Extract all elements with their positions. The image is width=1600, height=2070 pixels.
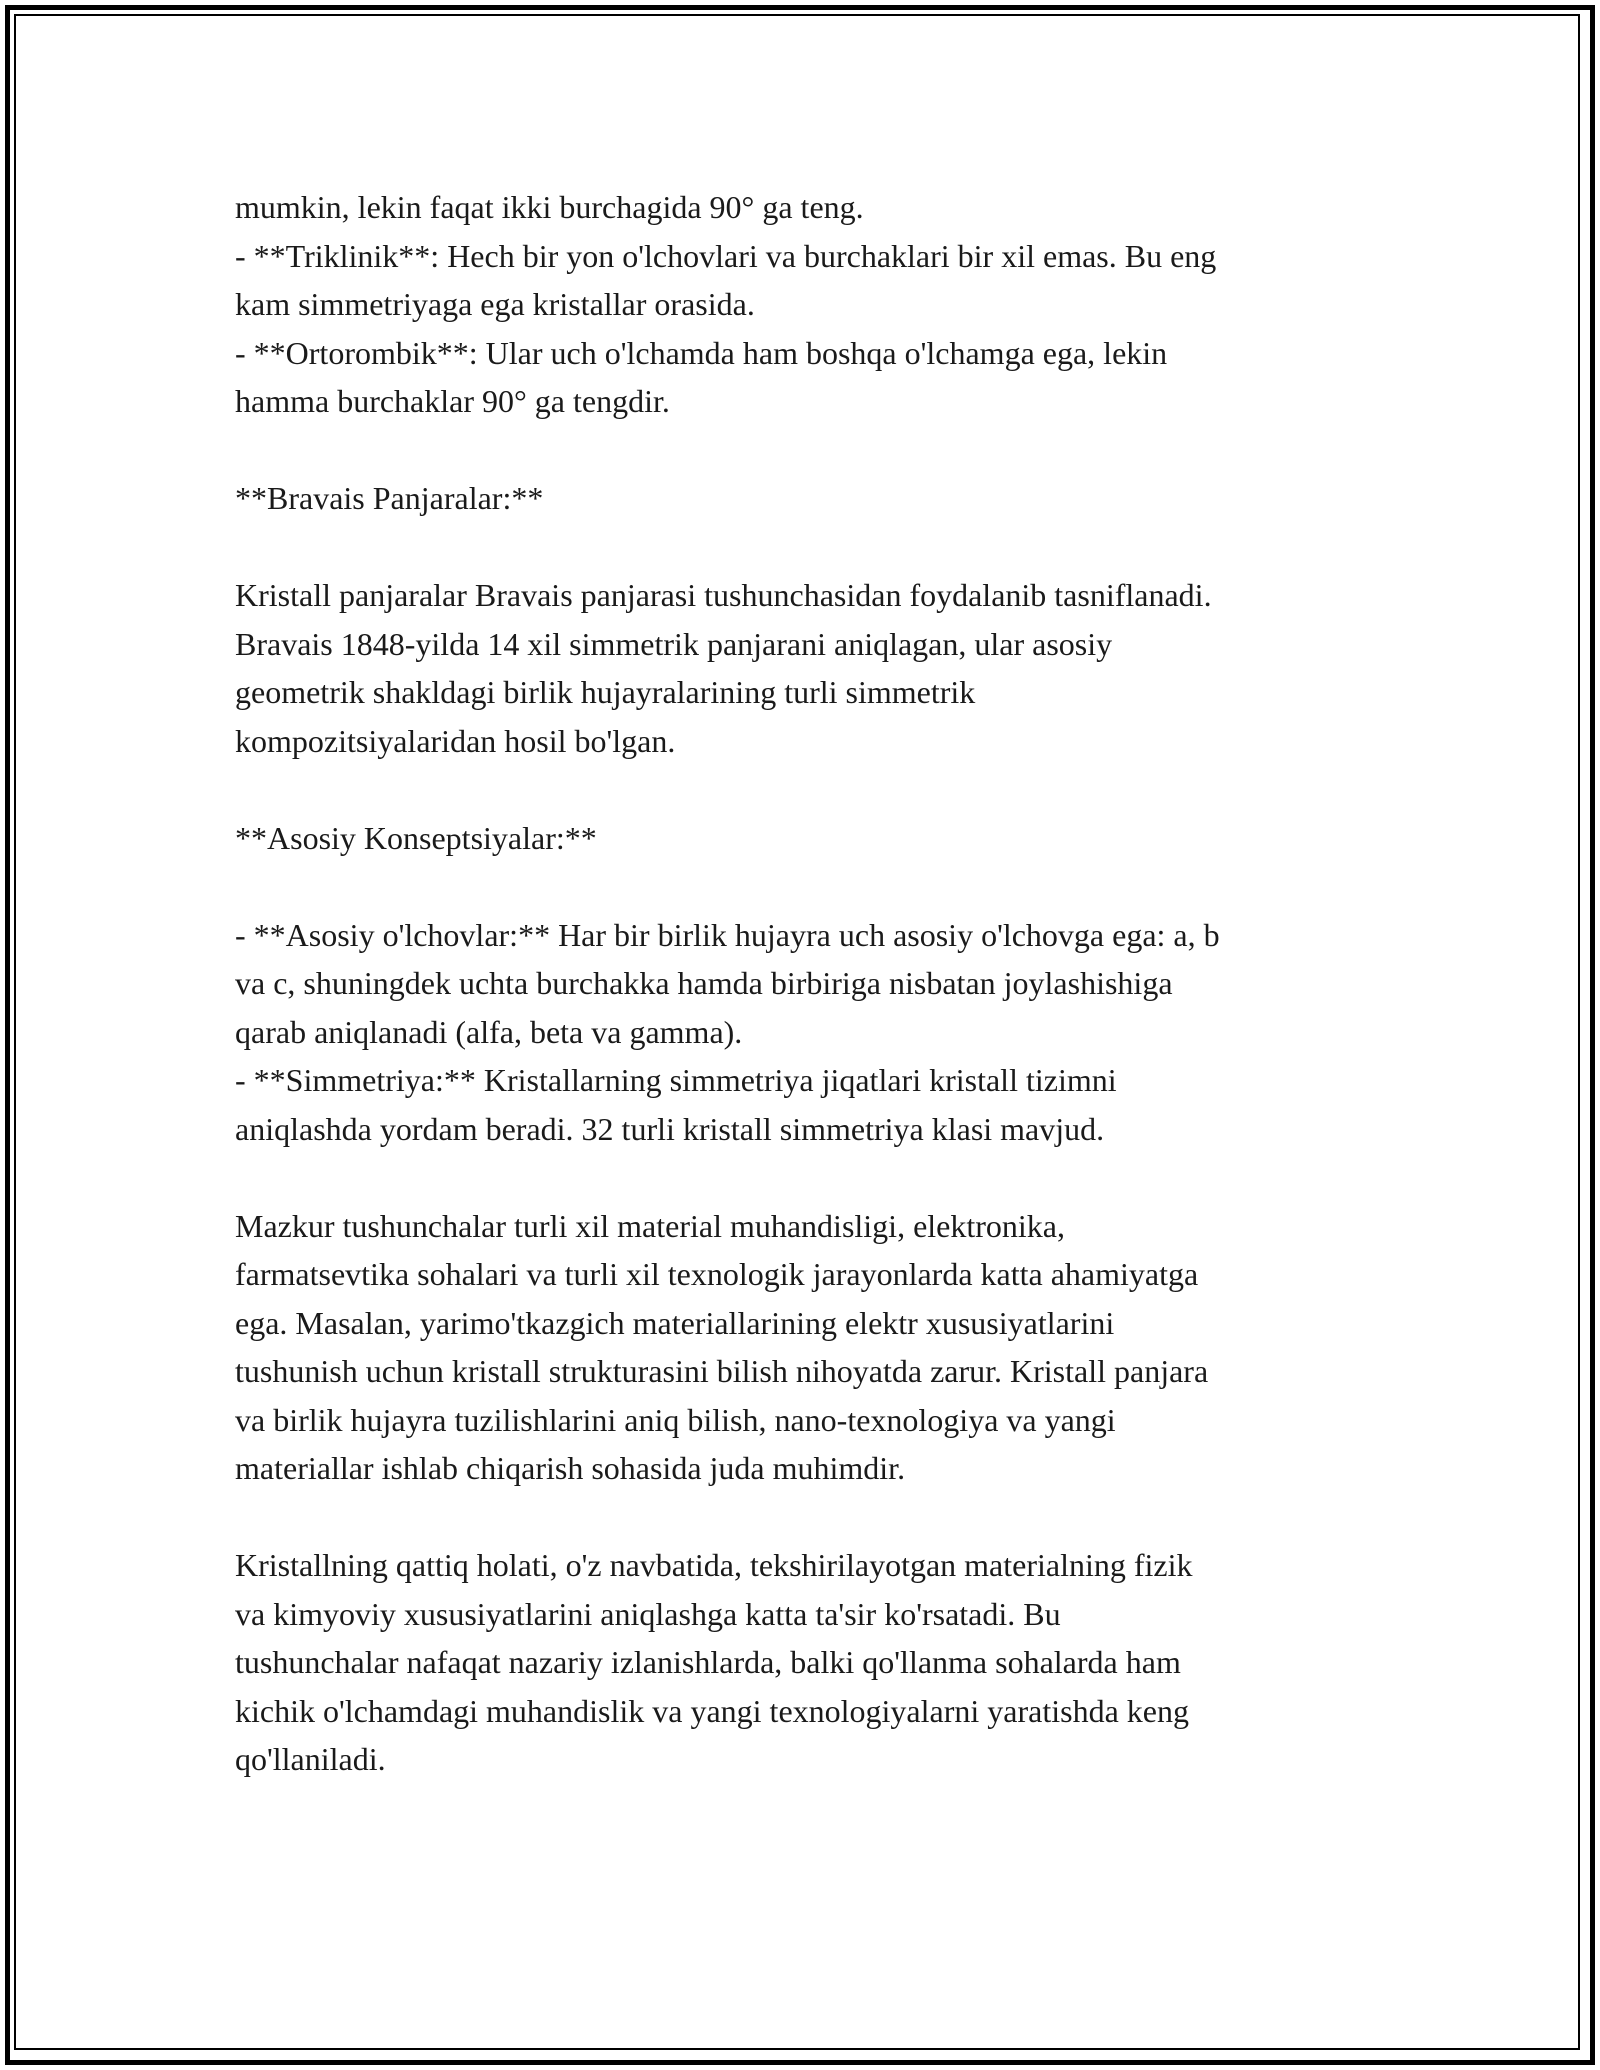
- text-line: qarab aniqlanadi (alfa, beta va gamma).: [235, 1013, 743, 1050]
- text-line: Kristall panjaralar Bravais panjarasi tushunchasidan foydalanib tasniflanadi.: [235, 577, 1212, 613]
- text-line: aniqlashda yordam beradi. 32 turli kristall simmetriya klasi mavjud.: [235, 1110, 1105, 1147]
- text-line: va kimyoviy xususiyatlarini aniqlashga katta ta'sir ko'rsatadi. Bu: [235, 1595, 1061, 1632]
- heading-text: **Asosiy Konseptsiyalar:**: [235, 819, 597, 856]
- text-line: - **Triklinik**: Hech bir yon o'lchovlari va burchaklari bir xil emas. Bu eng: [235, 237, 1217, 274]
- text-line: hamma burchaklar 90° ga tengdir.: [235, 383, 670, 419]
- text-line: Bravais 1848-yilda 14 xil simmetrik panjarani aniqlagan, ular asosiy: [235, 625, 1113, 662]
- paragraph-applications: [235, 1202, 1375, 1493]
- paragraph-crystal-systems: [235, 183, 1375, 426]
- text-line: kompozitsiyalaridan hosil bo'lgan.: [235, 722, 676, 759]
- text-line: geometrik shakldagi birlik hujayralarining turli simmetrik: [235, 674, 976, 710]
- heading-bravais: [235, 474, 1375, 523]
- heading-text: **Bravais Panjaralar:**: [235, 480, 544, 516]
- text-line: tushunchalar nafaqat nazariy izlanishlarda, balki qo'llanma sohalarda ham: [235, 1644, 1181, 1680]
- text-line: Mazkur tushunchalar turli xil material muhandisligi, elektronika,: [235, 1207, 1065, 1244]
- paragraph-key-concepts: [235, 911, 1375, 1154]
- text-line: tushunish uchun kristall strukturasini bilish nihoyatda zarur. Kristall panjara: [235, 1353, 1209, 1389]
- text-line: kichik o'lchamdagi muhandislik va yangi texnologiyalarni yaratishda keng: [235, 1692, 1189, 1729]
- document-body: [235, 183, 1375, 1832]
- text-line: va birlik hujayra tuzilishlarini aniq bilish, nano-texnologiya va yangi: [235, 1401, 1116, 1438]
- text-line: - **Ortorombik**: Ular uch o'lchamda ham boshqa o'lchamga ega, lekin: [235, 334, 1168, 371]
- paragraph-conclusion: [235, 1541, 1375, 1784]
- text-line: materiallar ishlab chiqarish sohasida juda muhimdir.: [235, 1450, 906, 1486]
- text-line: - **Asosiy o'lchovlar:** Har bir birlik hujayra uch asosiy o'lchovga ega: a, b: [235, 916, 1220, 953]
- text-line: qo'llaniladi.: [235, 1741, 386, 1777]
- text-line: va c, shuningdek uchta burchakka hamda birbiriga nisbatan joylashishiga: [235, 965, 1173, 1001]
- text-line: Kristallning qattiq holati, o'z navbatida, tekshirilayotgan materialning fizik: [235, 1547, 1193, 1583]
- text-line: farmatsevtika sohalari va turli xil texnologik jarayonlarda katta ahamiyatga: [235, 1256, 1199, 1292]
- text-line: mumkin, lekin faqat ikki burchagida 90° ga teng.: [235, 189, 864, 225]
- heading-key-concepts: [235, 814, 1375, 863]
- text-line: ega. Masalan, yarimo'tkazgich materiallarining elektr xususiyatlarini: [235, 1304, 1115, 1341]
- text-line: - **Simmetriya:** Kristallarning simmetriya jiqatlari kristall tizimni: [235, 1062, 1117, 1098]
- paragraph-bravais: [235, 571, 1375, 765]
- text-line: kam simmetriyaga ega kristallar orasida.: [235, 286, 755, 322]
